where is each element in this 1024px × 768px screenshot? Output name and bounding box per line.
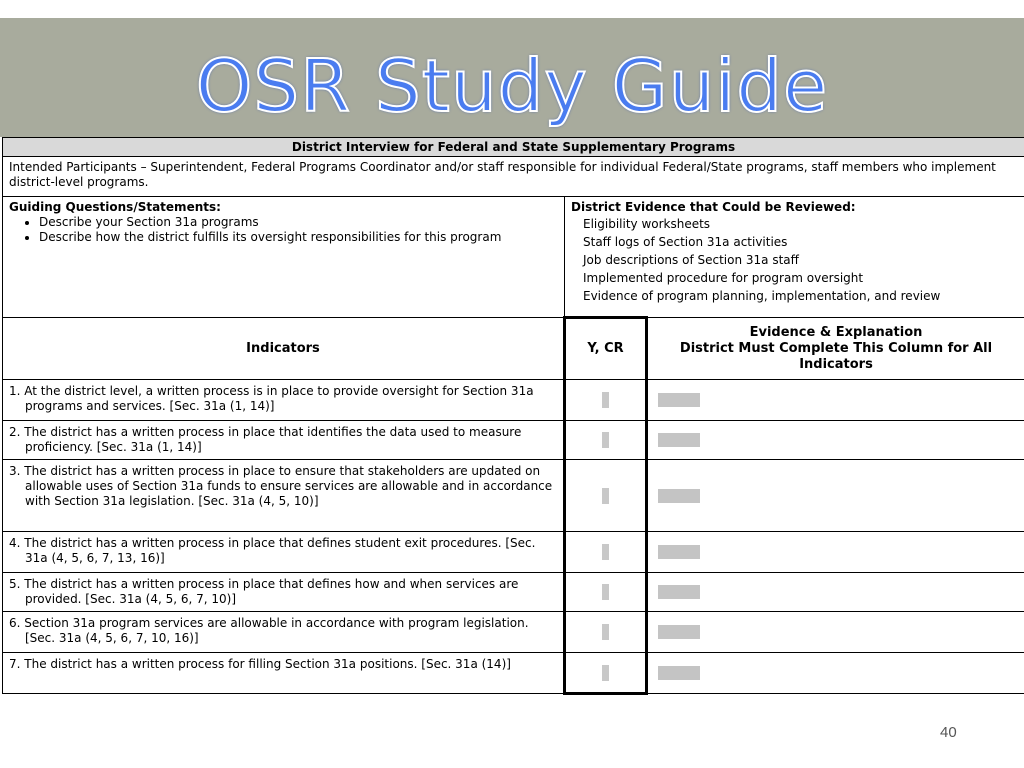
page-number: 40 — [940, 724, 957, 741]
explanation-field-4[interactable] — [647, 532, 1024, 573]
ycr-field-2[interactable] — [565, 421, 647, 460]
explanation-input-3[interactable] — [658, 489, 700, 503]
indicator-7: 7. The district has a written process for filling Section 31a positions. [Sec. 31a (14)] — [3, 653, 565, 694]
slide-title: OSR Study Guide — [195, 44, 829, 128]
evidence-item: Evidence of program planning, implementation, and review — [583, 289, 941, 303]
explanation-header-line1: Evidence & Explanation — [749, 324, 923, 340]
indicator-3: 3. The district has a written process in place to ensure that stakeholders are updated on allowable uses of Section 31a funds to ensure services are allowable and in accordance with Section 31a legislation. [Sec. 31a (4, 5, 10)] — [3, 460, 565, 532]
intended-participants: Intended Participants – Superintendent, Federal Programs Coordinator and/or staff responsible for individual Federal/State programs, staff members who implement district-level programs. — [3, 157, 1024, 197]
explanation-field-5[interactable] — [647, 573, 1024, 612]
explanation-field-6[interactable] — [647, 612, 1024, 653]
interview-document — [2, 137, 1024, 695]
explanation-field-7[interactable] — [647, 653, 1024, 694]
guiding-questions-cell — [3, 197, 565, 318]
ycr-field-6[interactable] — [565, 612, 647, 653]
explanation-field-3[interactable] — [647, 460, 1024, 532]
ycr-field-3[interactable] — [565, 460, 647, 532]
evidence-reviewed-heading: District Evidence that Could be Reviewed: — [571, 200, 856, 214]
explanation-input-5[interactable] — [658, 585, 700, 599]
guiding-question: • Describe your Section 31a programs — [39, 215, 558, 230]
guiding-questions-list — [9, 215, 558, 245]
indicator-2: 2. The district has a written process in place that identifies the data used to measure proficiency. [Sec. 31a (1, 14)] — [3, 421, 565, 460]
indicator-1: 1. At the district level, a written process is in place to provide oversight for Section 31a programs and services. [Sec. 31a (1, 14)] — [3, 380, 565, 421]
ycr-field-4[interactable] — [565, 532, 647, 573]
ycr-input-4[interactable] — [602, 544, 609, 560]
explanation-field-2[interactable] — [647, 421, 1024, 460]
explanation-input-4[interactable] — [658, 545, 700, 559]
explanation-input-7[interactable] — [658, 666, 700, 680]
explanation-input-6[interactable] — [658, 625, 700, 639]
document-header: District Interview for Federal and State Supplementary Programs — [3, 138, 1024, 157]
explanation-column-header — [647, 318, 1024, 380]
indicator-4: 4. The district has a written process in place that defines student exit procedures. [Sec. 31a (4, 5, 6, 7, 13, 16)] — [3, 532, 565, 573]
evidence-item: Implemented procedure for program oversight — [583, 271, 864, 285]
ycr-input-7[interactable] — [602, 665, 609, 681]
explanation-input-2[interactable] — [658, 433, 700, 447]
ycr-field-1[interactable] — [565, 380, 647, 421]
evidence-item: Eligibility worksheets — [583, 217, 711, 231]
ycr-field-7[interactable] — [565, 653, 647, 694]
ycr-input-1[interactable] — [602, 392, 609, 408]
indicators-column-header: Indicators — [3, 318, 565, 380]
ycr-input-6[interactable] — [602, 624, 609, 640]
evidence-item: Staff logs of Section 31a activities — [583, 235, 788, 249]
explanation-input-1[interactable] — [658, 393, 700, 407]
explanation-header-line2: District Must Complete This Column for All Indicators — [679, 340, 993, 372]
ycr-input-3[interactable] — [602, 488, 609, 504]
ycr-column-header: Y, CR — [565, 318, 647, 380]
indicator-6: 6. Section 31a program services are allowable in accordance with program legislation. [Sec. 31a (4, 5, 6, 7, 10, 16)] — [3, 612, 565, 653]
guiding-question: • Describe how the district fulfills its oversight responsibilities for this program — [39, 230, 558, 245]
guiding-questions-heading: Guiding Questions/Statements: — [9, 200, 221, 214]
indicator-5: 5. The district has a written process in place that defines how and when services are provided. [Sec. 31a (4, 5, 6, 7, 10)] — [3, 573, 565, 612]
interview-table — [2, 137, 1024, 695]
ycr-field-5[interactable] — [565, 573, 647, 612]
evidence-reviewed-list — [571, 215, 1018, 305]
explanation-field-1[interactable] — [647, 380, 1024, 421]
evidence-reviewed-cell — [565, 197, 1024, 318]
evidence-item: Job descriptions of Section 31a staff — [583, 253, 799, 267]
ycr-input-2[interactable] — [602, 432, 609, 448]
ycr-input-5[interactable] — [602, 584, 609, 600]
